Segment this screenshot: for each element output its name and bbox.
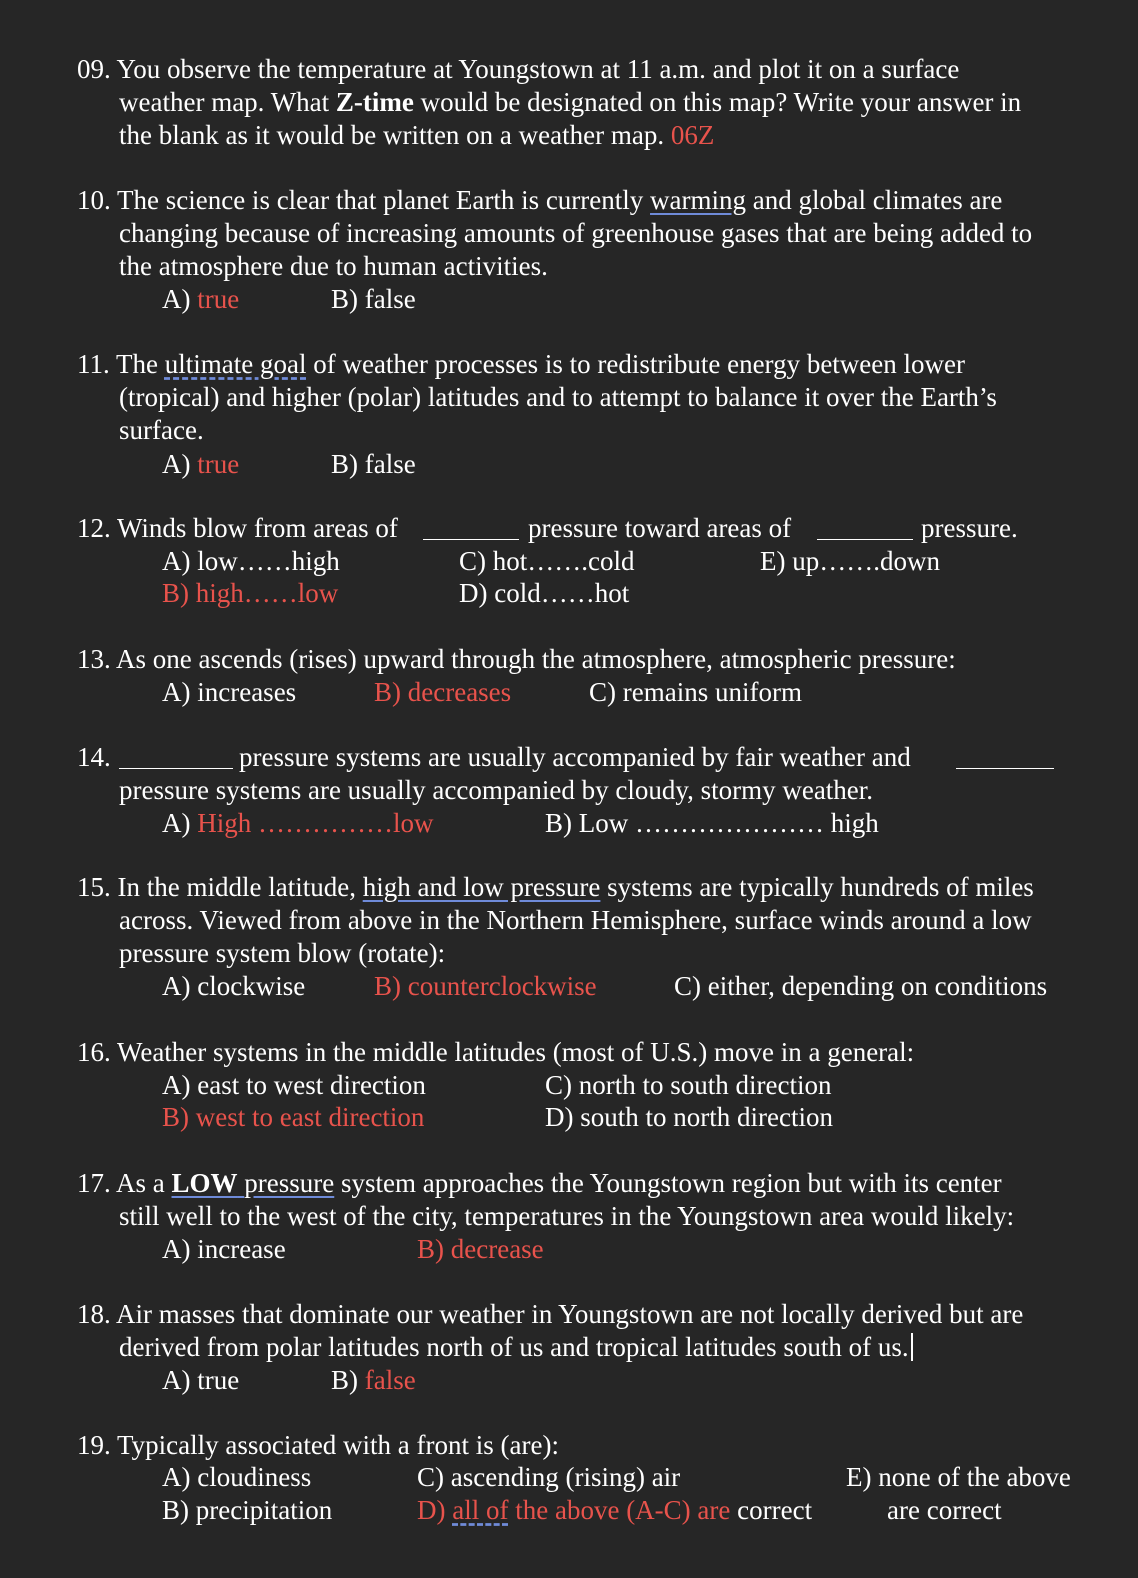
q11-option-a-letter: A) bbox=[162, 449, 191, 479]
q11-option-b bbox=[331, 448, 416, 481]
q19-option-a: A) cloudiness bbox=[162, 1462, 312, 1492]
q10-text-1c: and global climates are bbox=[746, 185, 1003, 215]
q19-option-b: B) precipitation bbox=[162, 1495, 333, 1525]
q09-line-1 bbox=[77, 53, 959, 86]
q13-line-1 bbox=[77, 643, 956, 676]
q12-option-c: C) hot…….cold bbox=[459, 546, 635, 576]
q18-line-2 bbox=[119, 1331, 913, 1364]
q19-number: 19. bbox=[77, 1430, 111, 1460]
q16-line-1 bbox=[77, 1036, 914, 1069]
q18-option-b bbox=[331, 1364, 416, 1397]
q09-line-3 bbox=[119, 119, 714, 152]
q15-text-1a: In the middle latitude, bbox=[117, 872, 363, 902]
q18-option-b-letter: B) bbox=[331, 1365, 358, 1395]
q09-text-1: You observe the temperature at Youngstown at 11 a.m. and plot it on a surface bbox=[116, 54, 960, 84]
q17-option-a: A) increase bbox=[162, 1234, 286, 1264]
q11-option-a-text: true bbox=[197, 449, 240, 479]
q09-text-2c: would be designated on this map? Write your answer in bbox=[413, 87, 1022, 117]
q10-option-b-text: false bbox=[364, 284, 416, 314]
q13-text-1: As one ascends (rises) upward through the atmosphere, atmospheric pressure: bbox=[116, 644, 956, 674]
q14-blank-1 bbox=[119, 744, 233, 769]
q11-line-3: surface. bbox=[119, 415, 204, 445]
q15-high-low-pressure: high and low pressure bbox=[362, 872, 601, 902]
q11-number: 11. bbox=[77, 349, 110, 379]
q15-number: 15. bbox=[77, 872, 111, 902]
q11-line-1 bbox=[77, 348, 965, 381]
q12-option-d: D) cold……hot bbox=[459, 578, 630, 608]
q11-text-1c: of weather processes is to redistribute energy between lower bbox=[306, 349, 965, 379]
q16-option-b: B) west to east direction bbox=[162, 1102, 425, 1132]
q10-option-a bbox=[162, 283, 239, 316]
q17-line-2: still well to the west of the city, temperatures in the Youngstown area would likely: bbox=[119, 1201, 1015, 1231]
q19-line-1 bbox=[77, 1429, 559, 1462]
q17-number: 17. bbox=[77, 1168, 111, 1198]
q19-option-d-correct: correct bbox=[730, 1495, 813, 1525]
q12-blank-1 bbox=[423, 515, 519, 540]
q09-number: 09. bbox=[77, 54, 111, 84]
q14-option-a-word: High bbox=[197, 808, 252, 838]
q13-option-b: B) decreases bbox=[374, 677, 512, 707]
q19-option-e-line-2: are correct bbox=[887, 1495, 1002, 1525]
q13-number: 13. bbox=[77, 644, 111, 674]
q12-number: 12. bbox=[77, 513, 111, 543]
q19-option-d bbox=[417, 1494, 812, 1527]
q10-option-b-letter: B) bbox=[331, 284, 358, 314]
q15-option-c: C) either, depending on conditions bbox=[674, 971, 1048, 1001]
q11-option-a bbox=[162, 448, 239, 481]
q14-option-a-letter: A) bbox=[162, 808, 191, 838]
q15-line-2: across. Viewed from above in the Northern Hemisphere, surface winds around a low bbox=[119, 905, 1032, 935]
q16-number: 16. bbox=[77, 1037, 111, 1067]
q16-option-d: D) south to north direction bbox=[545, 1102, 833, 1132]
q14-blank-2 bbox=[956, 744, 1054, 769]
q12-option-e: E) up…….down bbox=[760, 546, 940, 576]
q17-low: LOW bbox=[171, 1168, 238, 1198]
q19-text-1: Typically associated with a front is (are): bbox=[117, 1430, 559, 1460]
q10-warming: warming bbox=[650, 185, 747, 215]
q11-option-b-text: false bbox=[364, 449, 416, 479]
q12-blank-2 bbox=[817, 515, 913, 540]
q10-option-b bbox=[331, 283, 416, 316]
q09-line-2 bbox=[119, 86, 1021, 119]
q15-option-b: B) counterclockwise bbox=[374, 971, 597, 1001]
q17-text-1d: system approaches the Youngstown region but with its center bbox=[334, 1168, 1002, 1198]
q17-option-b: B) decrease bbox=[417, 1234, 544, 1264]
q09-answer: 06Z bbox=[670, 120, 715, 150]
q12-option-a: A) low……high bbox=[162, 546, 340, 576]
q11-text-1a: The bbox=[116, 349, 165, 379]
q15-line-1 bbox=[77, 871, 1034, 904]
q15-line-3: pressure system blow (rotate): bbox=[119, 938, 446, 968]
q14-line-2: pressure systems are usually accompanied by cloudy, stormy weather. bbox=[119, 775, 874, 805]
q10-number: 10. bbox=[77, 185, 111, 215]
q19-option-c: C) ascending (rising) air bbox=[417, 1462, 681, 1492]
q11-line-2: (tropical) and higher (polar) latitudes and to attempt to balance it over the Earth’s bbox=[119, 382, 997, 412]
q10-line-1 bbox=[77, 184, 1002, 217]
q13-option-a: A) increases bbox=[162, 677, 297, 707]
q16-option-c: C) north to south direction bbox=[545, 1070, 832, 1100]
q19-option-d-letter: D) bbox=[417, 1495, 453, 1525]
q19-option-e-line-1: E) none of the above bbox=[846, 1462, 1071, 1492]
q16-text-1: Weather systems in the middle latitudes (most of U.S.) move in a general: bbox=[117, 1037, 915, 1067]
q09-text-3: the blank as it would be written on a weather map. bbox=[119, 120, 671, 150]
q10-line-2: changing because of increasing amounts of greenhouse gases that are being added to bbox=[119, 218, 1033, 248]
q12-line-1 bbox=[77, 512, 398, 545]
q09-text-2a: weather map. What bbox=[119, 87, 336, 117]
q10-text-1a: The science is clear that planet Earth is currently bbox=[117, 185, 651, 215]
q14-option-b: B) Low ………………… high bbox=[545, 808, 879, 838]
q18-line-1 bbox=[77, 1298, 1023, 1331]
q15-option-a: A) clockwise bbox=[162, 971, 306, 1001]
q17-low-pressure bbox=[172, 1168, 335, 1198]
q11-option-b-letter: B) bbox=[331, 449, 358, 479]
q12-text-1a: Winds blow from areas of bbox=[117, 513, 398, 543]
q18-text-1: Air masses that dominate our weather in Youngstown are not locally derived but are bbox=[116, 1299, 1024, 1329]
q18-option-b-text: false bbox=[364, 1365, 416, 1395]
q10-option-a-text: true bbox=[197, 284, 240, 314]
q17-text-1a: As a bbox=[116, 1168, 172, 1198]
q19-option-d-all-of: all of bbox=[452, 1495, 509, 1525]
q11-ultimate-goal: ultimate goal bbox=[164, 349, 307, 379]
q09-ztime: Z-time bbox=[335, 87, 414, 117]
q10-option-a-letter: A) bbox=[162, 284, 191, 314]
q14-option-a bbox=[162, 807, 434, 840]
q15-text-1c: systems are typically hundreds of miles bbox=[600, 872, 1034, 902]
q12-text-1c: pressure. bbox=[921, 513, 1018, 543]
q14-number: 14. bbox=[77, 742, 111, 772]
q18-option-a: A) true bbox=[162, 1365, 240, 1395]
q10-line-3: the atmosphere due to human activities. bbox=[119, 251, 548, 281]
q17-line-1 bbox=[77, 1167, 1002, 1200]
q16-option-a: A) east to west direction bbox=[162, 1070, 426, 1100]
q18-text-2: derived from polar latitudes north of us and tropical latitudes south of us. bbox=[119, 1332, 909, 1362]
q13-option-c: C) remains uniform bbox=[589, 677, 802, 707]
q14-option-a-dots: ……………low bbox=[258, 808, 434, 838]
q19-option-d-text: the above (A-C) are bbox=[508, 1495, 731, 1525]
q17-pressure: pressure bbox=[244, 1168, 335, 1198]
q12-option-b: B) high……low bbox=[162, 578, 339, 608]
q14-text-1: pressure systems are usually accompanied by fair weather and bbox=[239, 742, 911, 772]
q12-text-1b: pressure toward areas of bbox=[528, 513, 792, 543]
text-cursor bbox=[911, 1333, 913, 1361]
q18-number: 18. bbox=[77, 1299, 111, 1329]
